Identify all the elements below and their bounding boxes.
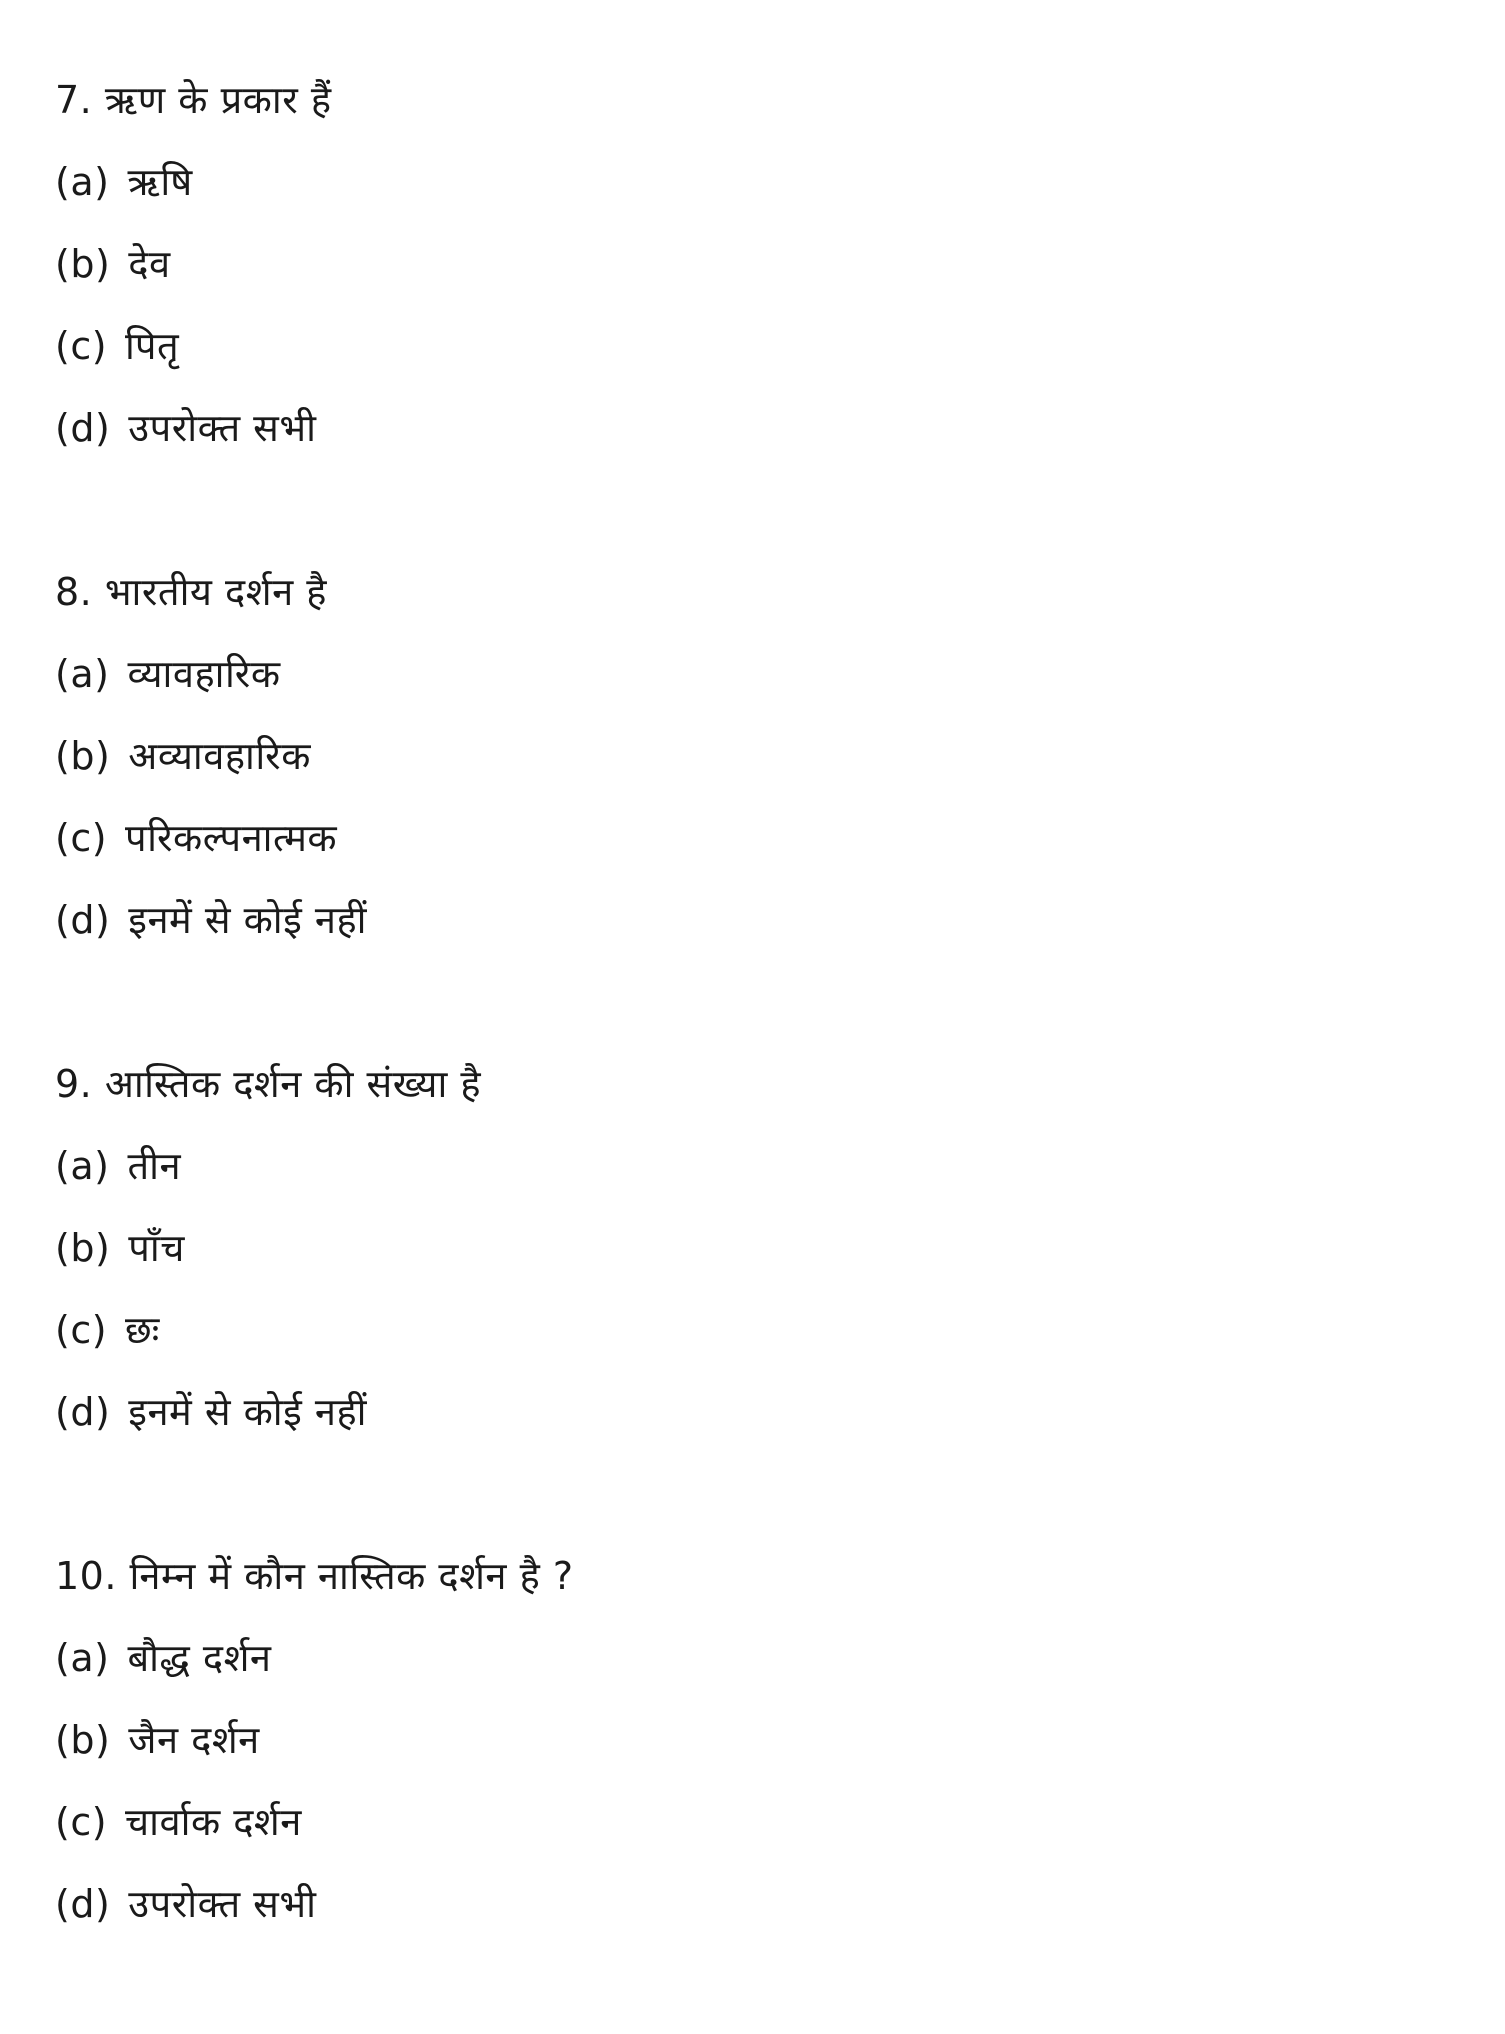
question-7-option-d	[55, 403, 316, 453]
question-8-option-b	[55, 731, 311, 781]
option-text: जैन दर्शन	[128, 1718, 260, 1762]
option-text: चार्वाक दर्शन	[125, 1800, 302, 1844]
option-text: बौद्ध दर्शन	[127, 1636, 272, 1680]
question-8-prompt: 8. भारतीय दर्शन है	[55, 570, 327, 614]
question-10-option-c	[55, 1797, 302, 1847]
question-9-option-c	[55, 1305, 160, 1355]
option-label: (b)	[55, 1226, 111, 1270]
option-label: (c)	[55, 324, 108, 368]
option-label: (a)	[55, 652, 110, 696]
question-9-option-a	[55, 1141, 181, 1191]
option-label: (b)	[55, 1718, 111, 1762]
option-text: उपरोक्त सभी	[128, 406, 317, 450]
option-label: (a)	[55, 1636, 110, 1680]
option-text: पितृ	[125, 324, 180, 368]
question-10-option-b	[55, 1715, 260, 1765]
option-label: (b)	[55, 734, 111, 778]
question-9-option-b	[55, 1223, 185, 1273]
option-label: (a)	[55, 160, 110, 204]
question-7-option-a	[55, 157, 193, 207]
option-label: (d)	[55, 1882, 111, 1926]
option-label: (d)	[55, 898, 111, 942]
question-7-option-b	[55, 239, 171, 289]
option-label: (a)	[55, 1144, 110, 1188]
option-text: पाँच	[128, 1226, 185, 1270]
option-text: देव	[128, 242, 171, 286]
option-text: परिकल्पनात्मक	[125, 816, 338, 860]
question-8-option-a	[55, 649, 281, 699]
option-label: (c)	[55, 816, 108, 860]
option-label: (c)	[55, 1800, 108, 1844]
question-9-option-d	[55, 1387, 367, 1437]
option-label: (c)	[55, 1308, 108, 1352]
option-text: व्यावहारिक	[127, 652, 281, 696]
question-9-prompt: 9. आस्तिक दर्शन की संख्या है	[55, 1062, 482, 1106]
option-label: (b)	[55, 242, 111, 286]
option-label: (d)	[55, 406, 111, 450]
question-10-option-a	[55, 1633, 272, 1683]
option-text: तीन	[127, 1144, 182, 1188]
question-10-prompt: 10. निम्न में कौन नास्तिक दर्शन है ?	[55, 1554, 574, 1598]
question-10-option-d	[55, 1879, 316, 1929]
option-label: (d)	[55, 1390, 111, 1434]
option-text: इनमें से कोई नहीं	[128, 1390, 367, 1434]
option-text: इनमें से कोई नहीं	[128, 898, 367, 942]
option-text: छः	[125, 1308, 160, 1352]
question-8-option-c	[55, 813, 337, 863]
question-8-option-d	[55, 895, 367, 945]
option-text: अव्यावहारिक	[128, 734, 311, 778]
option-text: ऋषि	[127, 160, 193, 204]
question-7-option-c	[55, 321, 179, 371]
question-7-prompt: 7. ऋण के प्रकार हैं	[55, 78, 332, 122]
option-text: उपरोक्त सभी	[128, 1882, 317, 1926]
